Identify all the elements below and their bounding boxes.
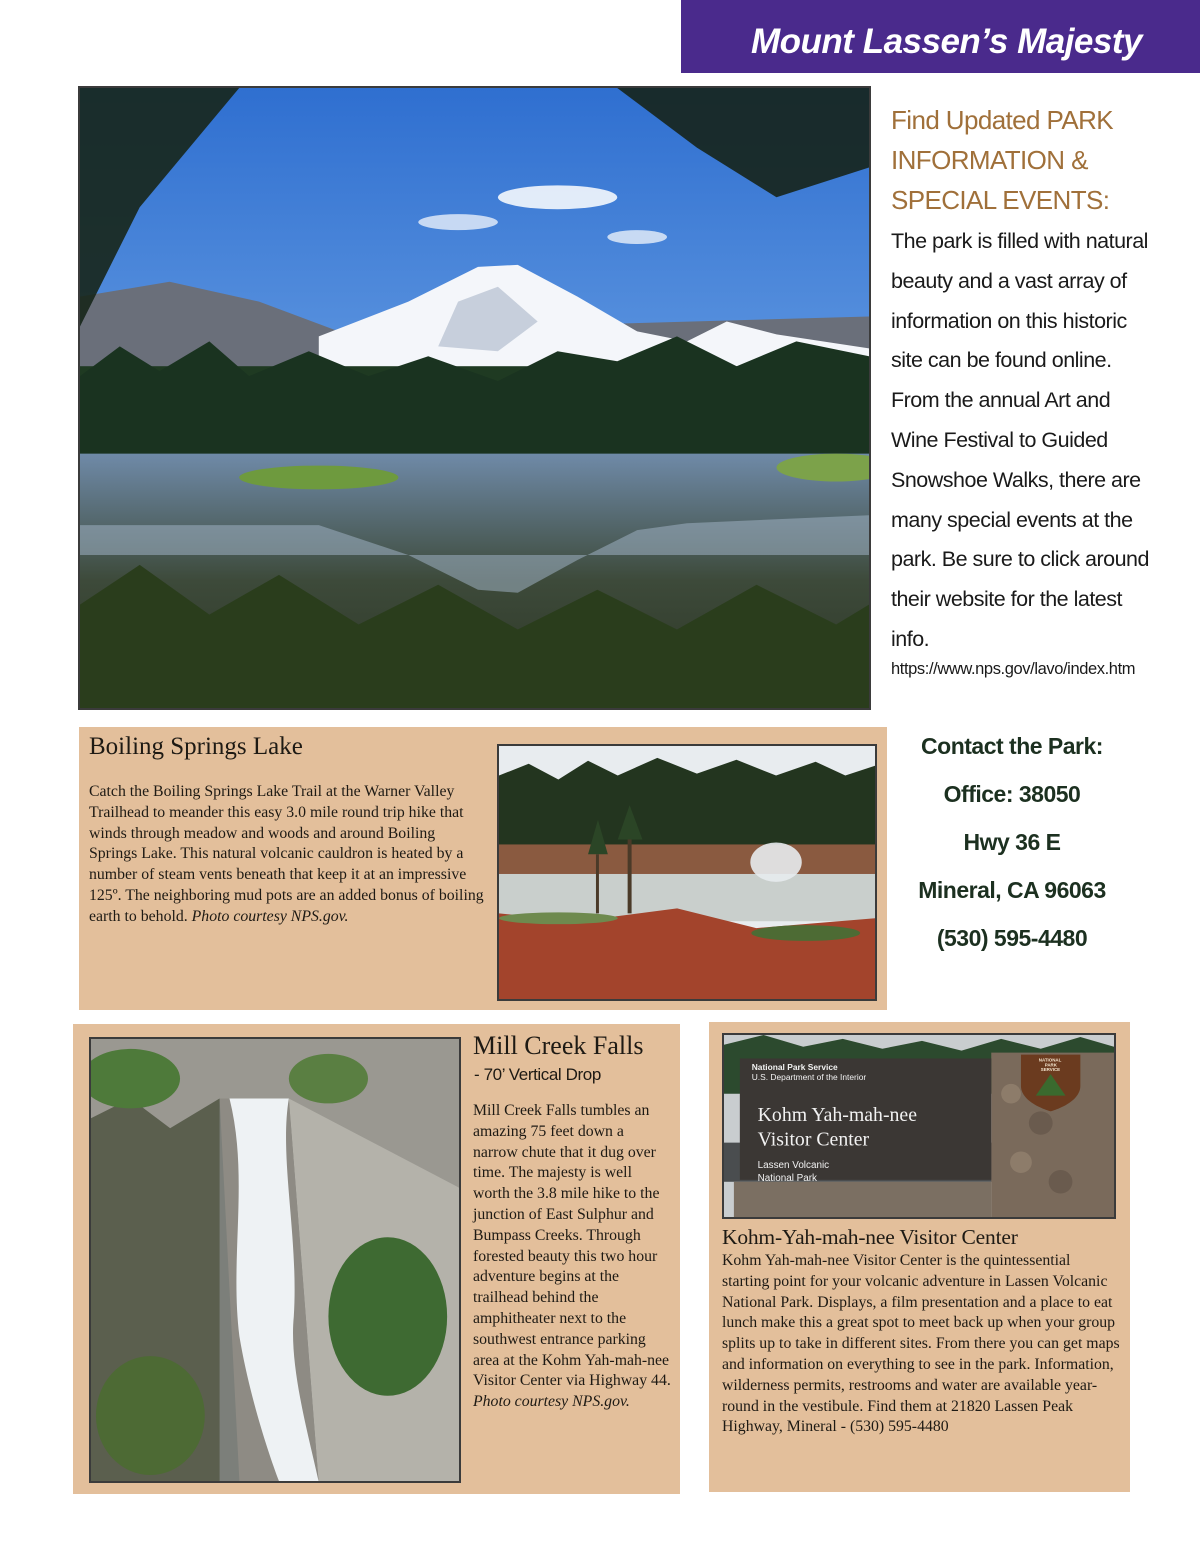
page-title: Mount Lassen’s Majesty	[751, 22, 1142, 61]
sign-name-line-2: Visitor Center	[757, 1128, 870, 1151]
contact-office: Office: 38050	[943, 781, 1081, 807]
visitor-center-text: Kohm Yah-mah-nee Visitor Center is the quintessential starting point for your volcanic adventure in Lassen Volcanic National Park. Displays, a film presentation and a place to eat lunch make this a great spot to meet back up when your group splits up to take in different sites. From there you can get maps and information on everything to see in the park. Information, wilderness permits, restrooms and water are available year-round in the vestibule. Find them at 21820 Lassen Peak Highway, Mineral - (530) 595-4480	[722, 1252, 1120, 1436]
boiling-springs-credit: Photo courtesy NPS.gov.	[191, 907, 349, 925]
sign-name-line-1: Kohm Yah-mah-nee	[757, 1104, 918, 1127]
info-heading: Find Updated PARK INFORMATION & SPECIAL EVENTS:	[891, 105, 1113, 215]
sign-park-line-2: National Park	[757, 1172, 817, 1184]
boiling-springs-body: Catch the Boiling Springs Lake Trail at the Warner Valley Trailhead to meander this easy 3.0 mile round trip hike that winds through meadow and woods and around Boiling Springs Lake. This natural volcanic cauldron is heated by a number of steam vents beneath that keep it at an impressive 125º. The neighboring mud pots are an added bonus of boiling earth to behold.	[89, 783, 484, 925]
sign-badge-line-2: PARK	[1044, 1062, 1057, 1068]
boiling-springs-photo	[497, 744, 877, 1001]
info-body: The park is filled with natural beauty and a vast array of information on this historic site can be found online. From the annual Art and Wine Festival to Guided Snowshoe Walks, there are many special events at the park. Be sure to click around their website for the latest info.	[891, 229, 1149, 651]
boiling-springs-text	[89, 782, 487, 928]
contact-heading: Contact the Park:	[921, 733, 1103, 759]
mill-creek-title: Mill Creek Falls	[473, 1031, 644, 1060]
visitor-center-sign-photo	[722, 1033, 1116, 1219]
sign-park-line-1: Lassen Volcanic	[757, 1160, 830, 1172]
sign-agency-line-2: U.S. Department of the Interior	[751, 1072, 867, 1082]
contact-phone: (530) 595-4480	[936, 925, 1088, 951]
mill-creek-text	[473, 1101, 671, 1413]
sign-badge-line-1: NATIONAL	[1038, 1057, 1062, 1063]
mountain-lake-photo	[78, 86, 871, 710]
sign-badge-line-3: SERVICE	[1040, 1067, 1061, 1073]
park-website-link[interactable]: https://www.nps.gov/lavo/index.htm	[891, 660, 1136, 678]
contact-block	[893, 722, 1131, 962]
visitor-center-title: Kohm-Yah-mah-nee Visitor Center	[722, 1225, 1018, 1249]
mill-creek-body: Mill Creek Falls tumbles an amazing 75 feet down a narrow chute that it dug over time. The majesty is well worth the 3.8 mile hike to the junction of East Sulphur and Bumpass Creeks. Through forested beauty this two hour adventure begins at the trailhead behind the amphitheater next to the southwest entrance parking area at the Kohm Yah-mah-nee Visitor Center via Highway 44.	[473, 1102, 671, 1390]
sign-agency-line-1: National Park Service	[751, 1062, 838, 1073]
mill-creek-falls-photo	[89, 1037, 461, 1483]
mill-creek-subtitle: - 70’ Vertical Drop	[474, 1065, 601, 1084]
contact-street: Hwy 36 E	[963, 829, 1061, 855]
mill-creek-credit: Photo courtesy NPS.gov.	[473, 1393, 630, 1411]
boiling-springs-title: Boiling Springs Lake	[89, 733, 303, 760]
contact-city: Mineral, CA 96063	[918, 877, 1106, 903]
